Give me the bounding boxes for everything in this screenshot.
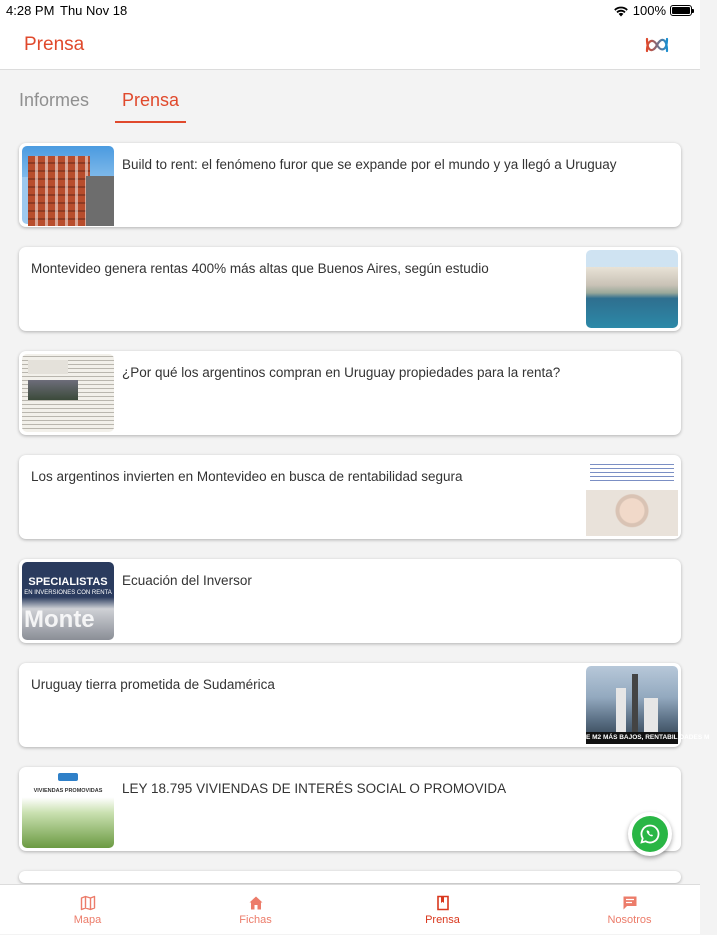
thumb-caption: EN INVERSIONES CON RENTA: [24, 590, 112, 596]
thumb-caption: Monte: [24, 606, 95, 633]
news-title: LEY 18.795 VIVIENDAS DE INTERÉS SOCIAL O PROMOVIDA: [122, 781, 507, 796]
news-card[interactable]: [19, 143, 681, 227]
chat-icon: [622, 895, 638, 911]
news-thumbnail: [586, 458, 678, 536]
status-time: 4:28 PM: [6, 3, 55, 18]
thumb-caption: VIVIENDAS PROMOVIDAS: [33, 788, 103, 794]
news-thumbnail: [22, 770, 114, 848]
nav-label: Fichas: [239, 914, 272, 926]
status-date: Thu Nov 18: [60, 3, 128, 18]
news-thumbnail: [22, 146, 114, 224]
thumb-caption: SPECIALISTAS: [28, 576, 108, 588]
battery-percent: 100%: [632, 3, 666, 18]
news-card[interactable]: [19, 559, 681, 643]
news-card[interactable]: [19, 663, 710, 747]
nav-label: Mapa: [73, 914, 102, 926]
bottom-nav: [0, 884, 700, 934]
map-icon: [80, 895, 96, 911]
whatsapp-button[interactable]: [628, 812, 672, 856]
nav-label: Prensa: [425, 914, 460, 926]
news-card[interactable]: [19, 767, 681, 851]
book-icon: [435, 895, 451, 911]
news-card[interactable]: [19, 455, 681, 539]
tab-prensa[interactable]: Prensa: [115, 90, 186, 123]
news-card-partial[interactable]: [19, 871, 681, 883]
tab-informes[interactable]: Informes: [19, 90, 90, 110]
status-indicators: [613, 3, 692, 18]
news-title: Montevideo genera rentas 400% más altas que Buenos Aires, según estudio: [31, 261, 489, 276]
wifi-icon: [613, 5, 629, 17]
app-header: [0, 20, 700, 70]
battery-icon: [670, 5, 692, 16]
tab-bar: [0, 70, 700, 122]
news-thumbnail: [22, 354, 114, 432]
nav-fichas[interactable]: [168, 885, 343, 935]
news-title: ¿Por qué los argentinos compran en Uruguay propiedades para la renta?: [122, 365, 561, 380]
news-thumbnail: [586, 250, 678, 328]
whatsapp-icon: [639, 823, 661, 845]
home-icon: [248, 895, 264, 911]
status-bar: [0, 0, 700, 20]
news-title: Ecuación del Inversor: [122, 573, 252, 588]
news-thumbnail: [586, 666, 710, 744]
nav-nosotros[interactable]: [542, 885, 717, 935]
nav-label: Nosotros: [607, 914, 652, 926]
nav-mapa[interactable]: [0, 885, 175, 935]
thumb-caption: E M2 MÁS BAJOS, RENTABILIDADES M: [586, 732, 678, 744]
nav-prensa[interactable]: [355, 885, 530, 935]
news-thumbnail: [22, 562, 114, 640]
news-title: Uruguay tierra prometida de Sudamérica: [31, 677, 275, 692]
news-card[interactable]: [19, 247, 681, 331]
news-title: Build to rent: el fenómeno furor que se expande por el mundo y ya llegó a Uruguay: [122, 157, 617, 172]
news-card[interactable]: [19, 351, 681, 435]
news-title: Los argentinos invierten en Montevideo en busca de rentabilidad segura: [31, 469, 463, 484]
page-title: Prensa: [24, 34, 85, 55]
infinity-logo-icon[interactable]: [644, 32, 670, 58]
